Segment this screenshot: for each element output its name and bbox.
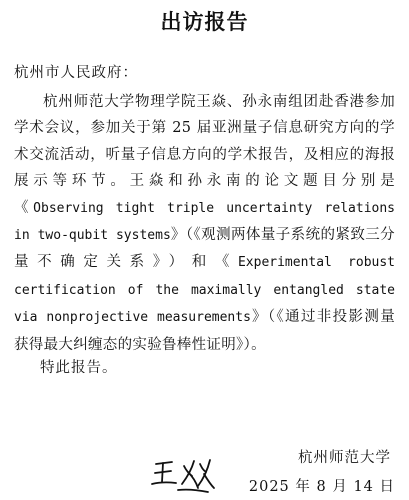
body-text-part: 杭州师范大学物理学院王焱、孙永南组团赴香港参加学术会议，参加关于第 25 届亚洲量子信息研究方向的学术交流活动，听量子信息方向的学术报告，及相应的海报展示等环节。王焱和孙永南的论文题目分别是《 [14,94,395,216]
document-title: 出访报告 [160,10,249,34]
paper-title-1-en: Observing tight triple uncertainty relations in two-qubit systems [14,200,395,244]
salutation: 杭州市人民政府： [14,65,138,81]
report-date: 2025 年 8 月 14 日 [248,479,395,495]
report-body [14,89,395,358]
paper-title-2-en: Experimental robust certification of the maximally entangled state via nonprojective measurements [14,255,395,326]
closing-remark: 特此报告。 [40,360,118,376]
body-text-part: 》（《通过非投影测量获得最大纠缠态的实验鲁棒性证明》）。 [14,309,395,353]
handwritten-signature [148,452,218,496]
organization-name: 杭州师范大学 [298,450,391,466]
body-text-part: 》（《观测两体量子系统的紧致三分量不确定关系》）和《 [14,227,395,271]
